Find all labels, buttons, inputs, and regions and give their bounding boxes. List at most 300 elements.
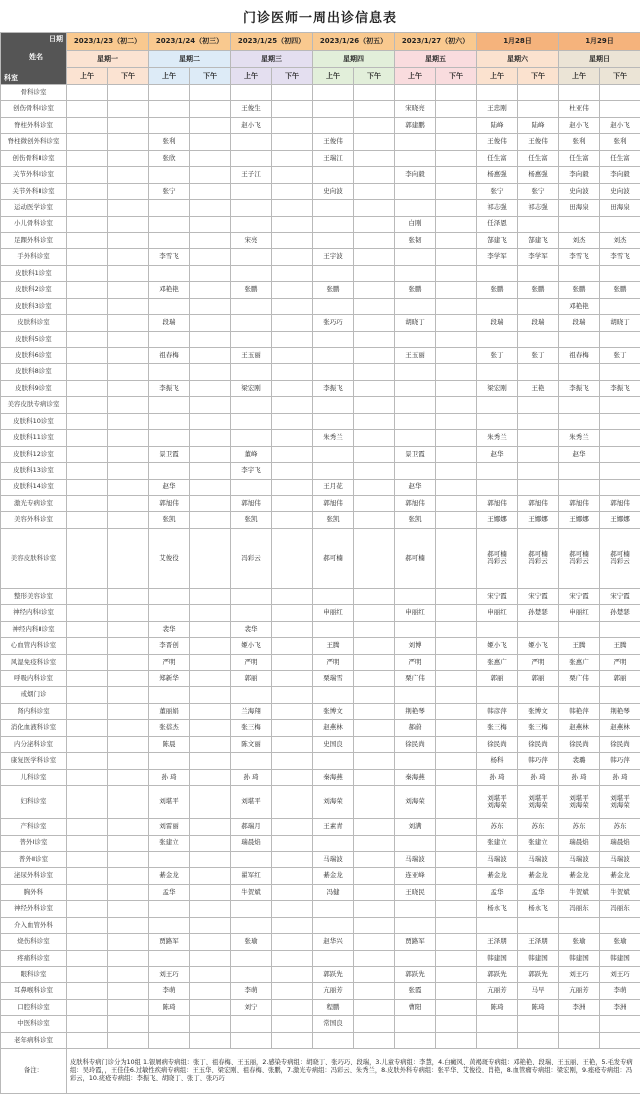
schedule-cell [436,348,477,364]
schedule-cell: 祁志强 [518,200,559,216]
schedule-cell: 郝瑞月 [231,819,272,835]
schedule-cell [67,1032,108,1048]
schedule-cell [272,380,313,396]
schedule-cell [67,950,108,966]
schedule-cell: 朱秀兰 [477,430,518,446]
schedule-cell [231,588,272,604]
schedule-cell [272,703,313,719]
am-header: 上午 [67,68,108,85]
schedule-cell [272,232,313,248]
schedule-cell: 韩艳萍 [559,703,600,719]
schedule-cell: 申丽红 [477,605,518,621]
schedule-cell [354,967,395,983]
schedule-cell: 韩建国 [559,950,600,966]
schedule-cell: 陆峰 [518,117,559,133]
schedule-cell [395,430,436,446]
schedule-cell: 亢丽芳 [313,983,354,999]
schedule-cell: 曹阳 [395,999,436,1015]
schedule-cell: 张宁 [149,183,190,199]
schedule-cell [272,397,313,413]
schedule-cell [436,364,477,380]
schedule-cell: 郭丽 [231,671,272,687]
schedule-cell [108,621,149,637]
schedule-cell: 王泽朋 [518,934,559,950]
page-title: 门诊医师一周出诊信息表 [242,10,397,26]
schedule-cell [395,588,436,604]
dept-cell: 中医科诊室 [1,1016,67,1032]
schedule-cell [395,950,436,966]
schedule-cell [272,950,313,966]
schedule-cell [313,413,354,429]
schedule-cell [67,819,108,835]
schedule-cell [518,786,559,819]
schedule-cell: 张凯 [313,512,354,528]
schedule-cell: 王玉丽 [231,348,272,364]
schedule-cell: 牛贺斌 [559,884,600,900]
schedule-cell [272,983,313,999]
schedule-cell: 宋宁霞 [477,588,518,604]
schedule-cell [354,479,395,495]
schedule-cell: 祖春梅 [149,348,190,364]
schedule-cell: 张丁 [477,348,518,364]
schedule-cell [231,85,272,101]
schedule-cell [67,786,108,819]
schedule-cell: 张鹏 [600,282,640,298]
schedule-cell: 张凯 [395,512,436,528]
dept-cell: 老年病科诊室 [1,1032,67,1048]
schedule-cell [67,331,108,347]
doctor-name: 郝可楠 [610,549,630,558]
schedule-cell [395,1016,436,1032]
schedule-cell: 李学军 [518,249,559,265]
schedule-cell: 杨永飞 [477,901,518,917]
schedule-cell [395,413,436,429]
schedule-cell: 苏东 [518,819,559,835]
schedule-cell: 郑新华 [149,671,190,687]
schedule-cell: 任生富 [518,150,559,166]
schedule-cell: 苏东 [559,819,600,835]
doctor-name: 冯彩云 [569,557,589,566]
schedule-cell [354,901,395,917]
schedule-cell [354,769,395,785]
schedule-cell [231,134,272,150]
schedule-cell [272,430,313,446]
schedule-cell [559,463,600,479]
day-date: 2023/1/23（初二） [67,33,149,51]
schedule-cell: 马瑞波 [518,851,559,867]
schedule-cell [190,298,231,314]
schedule-cell [190,348,231,364]
schedule-cell [477,687,518,703]
doctor-name: 刘堪平 [610,793,630,802]
schedule-cell [231,150,272,166]
schedule-cell [231,1032,272,1048]
schedule-cell [231,200,272,216]
schedule-cell [67,446,108,462]
schedule-cell [354,315,395,331]
schedule-cell [108,901,149,917]
schedule-cell: 牛贺斌 [600,884,640,900]
schedule-cell: 栗广伟 [395,671,436,687]
schedule-cell: 李洲 [559,999,600,1015]
dept-cell: 皮肤科8诊室 [1,364,67,380]
schedule-cell: 王瑞江 [313,150,354,166]
schedule-cell [231,216,272,232]
schedule-cell [149,232,190,248]
schedule-cell [354,85,395,101]
schedule-cell [108,786,149,819]
schedule-cell [149,753,190,769]
schedule-cell [436,232,477,248]
schedule-cell: 刘博 [395,638,436,654]
schedule-cell [272,446,313,462]
schedule-cell [395,298,436,314]
schedule-cell [272,769,313,785]
schedule-cell [272,851,313,867]
schedule-cell: 刘满 [395,819,436,835]
table-row [1,331,640,347]
schedule-cell [600,298,640,314]
schedule-cell [477,1016,518,1032]
schedule-cell [149,216,190,232]
schedule-cell [518,413,559,429]
schedule-cell [272,736,313,752]
schedule-cell [149,298,190,314]
table-row [1,232,640,248]
schedule-cell [190,884,231,900]
schedule-cell: 张韧 [395,232,436,248]
schedule-cell: 李振飞 [149,380,190,396]
dept-cell: 皮肤科14诊室 [1,479,67,495]
schedule-cell [190,216,231,232]
day-date: 2023/1/26（初五） [313,33,395,51]
schedule-cell [108,446,149,462]
table-row [1,736,640,752]
table-row [1,983,640,999]
schedule-cell: 郜建飞 [477,232,518,248]
schedule-cell [108,101,149,117]
schedule-cell: 苏东 [600,819,640,835]
schedule-cell [600,687,640,703]
schedule-cell [272,1016,313,1032]
schedule-cell [518,101,559,117]
schedule-cell [313,950,354,966]
schedule-cell: 贾路军 [395,934,436,950]
doctor-name: 冯彩云 [610,557,630,566]
schedule-cell [190,819,231,835]
dept-cell: 口腔科诊室 [1,999,67,1015]
schedule-cell: 韩建国 [518,950,559,966]
dept-cell: 介入血管外科 [1,917,67,933]
schedule-cell [67,134,108,150]
dept-cell: 康复医学科诊室 [1,753,67,769]
schedule-cell [190,463,231,479]
schedule-cell: 李洲 [600,999,640,1015]
table-row [1,446,640,462]
schedule-cell [436,150,477,166]
schedule-cell [231,901,272,917]
schedule-cell [108,588,149,604]
schedule-cell: 陆峰 [477,117,518,133]
schedule-cell: 李向毅 [395,167,436,183]
table-row [1,1016,640,1032]
schedule-cell [272,282,313,298]
schedule-cell: 王宇波 [313,249,354,265]
schedule-cell [272,364,313,380]
schedule-cell [313,753,354,769]
schedule-cell: 郝可楠 [395,528,436,588]
schedule-cell: 张瑜 [600,934,640,950]
schedule-cell [313,117,354,133]
schedule-cell: 常国良 [313,1016,354,1032]
schedule-cell [395,249,436,265]
dept-cell: 骨科诊室 [1,85,67,101]
schedule-cell: 李雪飞 [600,249,640,265]
table-row [1,917,640,933]
schedule-cell: 张瑜 [559,934,600,950]
schedule-cell: 瑞晨焰 [559,835,600,851]
pm-header: 下午 [108,68,149,85]
schedule-cell [190,495,231,511]
schedule-cell [395,380,436,396]
schedule-cell: 刘海荣 [313,786,354,819]
schedule-cell: 李向毅 [600,167,640,183]
schedule-cell [272,671,313,687]
table-row [1,117,640,133]
schedule-cell [67,315,108,331]
schedule-cell [477,364,518,380]
table-row [1,999,640,1015]
schedule-cell [108,364,149,380]
schedule-cell [190,967,231,983]
schedule-cell [477,85,518,101]
schedule-cell: 郭丽 [518,671,559,687]
schedule-cell [600,364,640,380]
schedule-cell [600,446,640,462]
schedule-cell: 兰海翔 [231,703,272,719]
schedule-cell [190,380,231,396]
schedule-cell: 张宁 [477,183,518,199]
schedule-cell: 董峰 [231,446,272,462]
schedule-cell [477,413,518,429]
schedule-cell [354,348,395,364]
schedule-cell [272,605,313,621]
schedule-cell [190,720,231,736]
schedule-cell: 刘堪平 [149,786,190,819]
schedule-cell: 王俊伟 [477,134,518,150]
schedule-cell: 李振飞 [313,380,354,396]
doctor-name: 郝可楠 [569,549,589,558]
schedule-cell [231,413,272,429]
dept-cell: 整形美容诊室 [1,588,67,604]
table-row [1,200,640,216]
schedule-cell [436,736,477,752]
schedule-cell [190,331,231,347]
schedule-cell [108,720,149,736]
table-row [1,479,640,495]
schedule-cell [190,638,231,654]
schedule-cell [395,134,436,150]
schedule-cell [190,446,231,462]
schedule-cell: 綦金龙 [313,868,354,884]
schedule-cell: 郭丽 [477,671,518,687]
schedule-cell [354,720,395,736]
schedule-cell [67,901,108,917]
schedule-cell: 王忠刚 [477,101,518,117]
schedule-cell: 邓艳艳 [149,282,190,298]
schedule-cell [354,183,395,199]
schedule-cell: 韩巧萍 [518,753,559,769]
schedule-cell [108,249,149,265]
schedule-cell: 连亚峰 [395,868,436,884]
schedule-cell: 胡晓丁 [395,315,436,331]
schedule-cell [395,463,436,479]
schedule-cell [559,413,600,429]
schedule-cell: 王娜娜 [559,512,600,528]
schedule-cell [272,884,313,900]
schedule-cell [67,380,108,396]
schedule-cell [108,265,149,281]
schedule-cell [67,605,108,621]
schedule-cell [108,703,149,719]
schedule-cell [313,621,354,637]
table-row [1,901,640,917]
schedule-cell: 王玉丽 [395,348,436,364]
schedule-cell [149,397,190,413]
schedule-cell [272,200,313,216]
schedule-cell [272,835,313,851]
schedule-cell [559,364,600,380]
schedule-cell: 王娜娜 [477,512,518,528]
schedule-cell [272,528,313,588]
schedule-cell [354,638,395,654]
schedule-cell [436,588,477,604]
schedule-cell: 景卫霞 [395,446,436,462]
schedule-cell: 贾路军 [149,934,190,950]
schedule-cell: 李萌 [600,983,640,999]
dept-cell: 神经内科Ⅱ诊室 [1,621,67,637]
day-date: 2023/1/25（初四） [231,33,313,51]
am-header: 上午 [231,68,272,85]
schedule-cell [395,621,436,637]
schedule-cell: 李振飞 [559,380,600,396]
schedule-cell [313,917,354,933]
schedule-cell [108,331,149,347]
dept-cell: 神经外科诊室 [1,901,67,917]
schedule-cell: 赵华 [149,479,190,495]
table-row [1,430,640,446]
schedule-cell [190,315,231,331]
schedule-cell [477,265,518,281]
schedule-cell: 赵小飞 [559,117,600,133]
schedule-cell [108,183,149,199]
schedule-cell [395,200,436,216]
dept-cell: 皮肤科2诊室 [1,282,67,298]
schedule-cell [108,150,149,166]
schedule-cell: 史国良 [313,736,354,752]
schedule-cell [231,687,272,703]
schedule-cell: 孟华 [149,884,190,900]
schedule-cell [272,167,313,183]
schedule-cell [108,479,149,495]
schedule-cell [67,654,108,670]
schedule-cell: 王腾 [600,638,640,654]
schedule-cell [231,265,272,281]
schedule-table [0,32,640,1094]
table-row [1,413,640,429]
schedule-cell [354,868,395,884]
table-row [1,348,640,364]
schedule-cell: 李雪飞 [149,249,190,265]
schedule-cell [272,298,313,314]
schedule-cell [190,621,231,637]
schedule-cell: 杨惠强 [518,167,559,183]
schedule-cell: 张鹏 [477,282,518,298]
table-row [1,85,640,101]
table-row [1,495,640,511]
schedule-cell [108,495,149,511]
schedule-cell: 陈琦 [477,999,518,1015]
schedule-cell [559,265,600,281]
schedule-cell [313,265,354,281]
schedule-cell [190,753,231,769]
dept-cell: 脊柱微创外科诊室 [1,134,67,150]
schedule-cell [272,917,313,933]
schedule-cell [354,1032,395,1048]
schedule-cell [231,249,272,265]
schedule-cell [313,687,354,703]
schedule-cell: 荆艳琴 [600,703,640,719]
dept-cell: 皮肤科3诊室 [1,298,67,314]
schedule-cell: 郭旭伟 [518,495,559,511]
schedule-cell [67,1016,108,1032]
schedule-cell: 朱秀兰 [559,430,600,446]
dept-cell: 皮肤科12诊室 [1,446,67,462]
schedule-cell: 杨惠强 [477,167,518,183]
schedule-cell: 裴华 [231,621,272,637]
dept-cell: 皮肤科9诊室 [1,380,67,396]
schedule-cell: 申丽红 [559,605,600,621]
schedule-cell: 张建立 [518,835,559,851]
schedule-cell [231,430,272,446]
dept-cell: 运动医学诊室 [1,200,67,216]
schedule-cell [272,463,313,479]
table-row [1,786,640,819]
schedule-cell: 孙 琦 [600,769,640,785]
schedule-cell [67,364,108,380]
schedule-cell [313,348,354,364]
schedule-cell [108,232,149,248]
schedule-cell: 王泽朋 [477,934,518,950]
schedule-cell [67,687,108,703]
schedule-cell [436,901,477,917]
schedule-cell: 陈琦 [149,999,190,1015]
schedule-cell [600,621,640,637]
day-weekday: 星期四 [313,51,395,68]
schedule-cell [354,1016,395,1032]
schedule-cell: 徐民尚 [477,736,518,752]
schedule-cell [600,786,640,819]
schedule-cell [190,397,231,413]
schedule-cell: 段瑞 [477,315,518,331]
schedule-cell [108,753,149,769]
schedule-cell: 李萌 [231,983,272,999]
schedule-cell: 郭旭伟 [395,495,436,511]
schedule-cell: 孙楚瑟 [518,605,559,621]
day-date: 1月28日 [477,33,559,51]
schedule-cell: 冯丽东 [559,901,600,917]
schedule-cell: 张建立 [149,835,190,851]
